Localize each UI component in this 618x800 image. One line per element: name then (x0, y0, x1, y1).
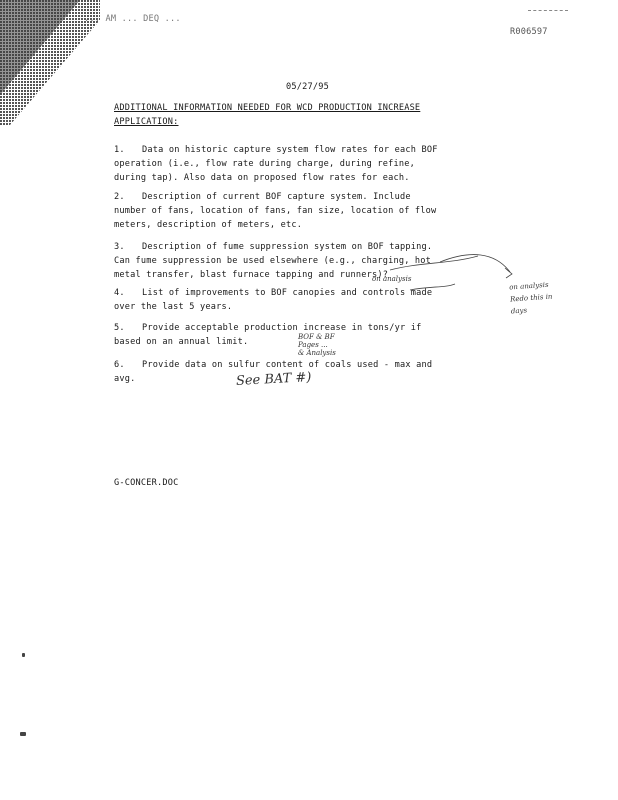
item-text-line: during tap). Also data on proposed flow rates for each. (114, 173, 410, 183)
item-text-line: List of improvements to BOF canopies and controls made (142, 288, 433, 298)
item-text-line: meters, description of meters, etc. (114, 220, 303, 230)
item-text-line: based on an annual limit. (114, 337, 249, 347)
document-date: 05/27/95 (286, 82, 329, 92)
item-text-line: Data on historic capture system flow rates for each BOF (142, 145, 438, 155)
item-number: 4. (114, 288, 125, 298)
scan-speck (20, 732, 26, 736)
item5-note-line: & Analysis (298, 349, 336, 357)
item-number: 1. (114, 145, 125, 155)
item-text-line: Description of current BOF capture system. Include (142, 192, 411, 202)
list-item-5 (114, 321, 421, 349)
item-text-line: Can fume suppression be used elsewhere (e.g., charging, hot (114, 256, 432, 266)
item-text-line: Provide acceptable production increase in tons/yr if (142, 323, 422, 333)
list-item-4 (114, 286, 432, 314)
item5-note-line: BOF & BF (298, 333, 335, 341)
item-number: 2. (114, 192, 125, 202)
fax-header-line: ... AM ... DEQ ... (84, 14, 181, 24)
document-id: R006597 (510, 27, 548, 37)
item-text-line: number of fans, location of fans, fan size, location of flow (114, 206, 437, 216)
scan-speck (22, 653, 25, 657)
item-text-line: Provide data on sulfur content of coals used - max and (142, 360, 433, 370)
handwritten-note-item5 (298, 333, 336, 357)
item-number: 6. (114, 360, 125, 370)
list-item-1 (114, 143, 438, 185)
margin-note-line: on analysis (508, 280, 549, 292)
heading-line-1: ADDITIONAL INFORMATION NEEDED FOR WCD PRODUCTION INCREASE (114, 103, 421, 113)
item-number: 3. (114, 242, 125, 252)
item-text-line: metal transfer, blast furnace tapping and runners)? (114, 270, 389, 280)
heading-line-2: APPLICATION: (114, 117, 179, 127)
handwritten-note-item3: on analysis (372, 275, 412, 283)
item-text-line: operation (i.e., flow rate during charge, during refine, (114, 159, 415, 169)
list-item-2 (114, 190, 436, 232)
item-text-line: Description of fume suppression system on BOF tapping. (142, 242, 433, 252)
document-heading (114, 101, 420, 129)
top-right-dashes (528, 10, 568, 11)
footer-filename: G-CONCER.DOC (114, 478, 179, 488)
handwritten-margin-note (509, 279, 554, 318)
item-text-line: avg. (114, 374, 136, 384)
margin-note-line: days (510, 306, 528, 316)
handwritten-note-item6: See BAT #) (235, 370, 312, 389)
item-text-line: over the last 5 years. (114, 302, 233, 312)
margin-note-line: Redo this in (509, 292, 553, 304)
item5-note-line: Pages ... (298, 341, 328, 349)
item-number: 5. (114, 323, 125, 333)
